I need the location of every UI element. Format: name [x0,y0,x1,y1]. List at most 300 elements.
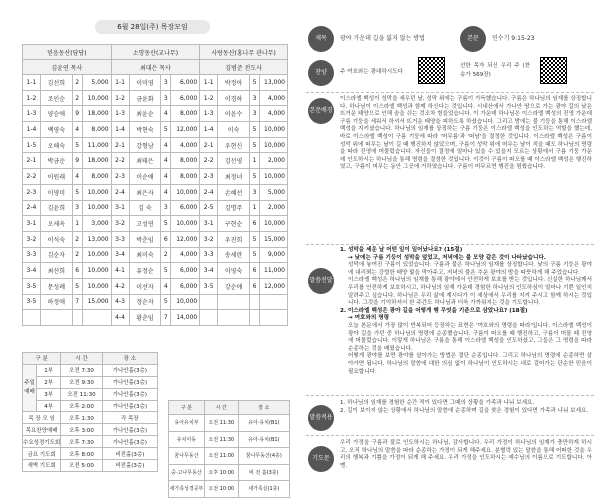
schedule-row [23,364,158,376]
giving-cell: 1-4 [23,122,41,138]
schedule-cell: 오후 3:00 [61,424,103,436]
giving-cell: 4,000 [171,247,200,263]
leader-faith: 김윤연 목사 [23,60,112,75]
left-page [0,0,300,493]
giving-cell: 1-2 [111,90,129,106]
divider [306,395,594,396]
department-cell: 꿈나무동산 [169,448,205,465]
giving-cell: 2-2 [200,153,218,169]
giving-cell: 5 [72,184,82,200]
giving-cell: 4-2 [111,278,129,294]
giving-cell: 이순애 [129,169,161,185]
giving-cell: 2-1 [23,153,41,169]
application-body [340,400,592,415]
giving-row [23,90,288,106]
giving-row [23,247,288,263]
giving-cell: 3-1 [111,200,129,216]
department-schedule-table [168,400,290,498]
giving-cell: 이윤수 [218,106,250,122]
giving-row [23,263,288,279]
giving-cell: 고성연 [129,216,161,232]
giving-cell: 13,000 [259,75,287,91]
giving-cell: 9 [72,106,82,122]
giving-cell: 1-3 [23,106,41,122]
department-cell: 유아·유치(B1) [238,431,289,448]
giving-cell: 3-1 [23,216,41,232]
giving-cell: 조인순 [40,90,72,106]
schedule-header-type: 구 분 [23,353,61,365]
hymn-1: 주 여호와는 광대하시도다 [340,69,403,75]
giving-cell: 3-4 [23,263,41,279]
giving-cell: 이경하 [218,90,250,106]
giving-cell [259,310,287,326]
schedule-cell: 가나안홀(3층) [102,364,157,376]
giving-cell: 오세옥 [40,216,72,232]
giving-cell: 2-3 [200,169,218,185]
giving-cell [40,310,72,326]
giving-cell: 10,000 [259,137,287,153]
schedule-cell: 금요 기도회 [23,448,61,460]
department-cell: 유아·유치(B1) [238,415,289,432]
giving-cell: 10,000 [82,278,111,294]
giving-cell: 2,000 [259,200,287,216]
department-cell: 오전 11:00 [204,448,238,465]
giving-cell: 3-2 [111,216,129,232]
giving-cell: 4 [161,169,171,185]
giving-cell: 5,000 [259,184,287,200]
schedule-cell: 가나안홀(3층) [102,436,157,448]
giving-cell: 1-4 [111,122,129,138]
answer-1: → 낮에는 구름 기둥이 성막을 덮었고, 저녁에는 불 모양 같은 것이 나타났습니다. [348,254,546,261]
giving-cell: 4-4 [111,310,129,326]
sunday-service-label: 주일예배 [23,364,37,412]
giving-cell: 3 [250,90,260,106]
giving-cell: 4 [72,122,82,138]
giving-cell: 9 [72,153,82,169]
giving-row [23,231,288,247]
giving-cell: 5 [250,231,260,247]
department-row [169,481,290,498]
giving-row [23,137,288,153]
department-cell: 유아유치부 [169,415,205,432]
giving-cell: 6,000 [171,75,200,91]
title-label: 제목 [308,26,334,52]
giving-cell: 12,000 [171,122,200,138]
giving-cell: 3 [72,200,82,216]
schedule-cell: 가나안홀(3층) [102,376,157,388]
giving-cell: 3-5 [23,294,41,310]
giving-cell: 2 [72,231,82,247]
dept-header-type: 구 분 [169,401,205,415]
giving-cell: 6 [161,231,171,247]
giving-cell: 박현숙 [129,122,161,138]
giving-cell: 이영숙 [218,263,250,279]
giving-cell: 최태은 [129,153,161,169]
giving-cell: 최선희 [40,263,72,279]
giving-cell: 2-1 [111,137,129,153]
giving-cell: 2-4 [23,200,41,216]
giving-cell: 2-4 [111,184,129,200]
giving-cell [259,294,287,310]
schedule-row [23,448,158,460]
giving-cell: 10,000 [82,247,111,263]
schedule-row [23,424,158,436]
giving-cell [82,310,111,326]
giving-cell: 3-3 [200,247,218,263]
dept-header-time: 시 간 [204,401,238,415]
giving-cell: 3 [161,90,171,106]
giving-row [23,169,288,185]
scripture-text: 민수기 9:15-23 [492,35,535,42]
giving-cell: 8,000 [171,169,200,185]
giving-cell: 5 [250,75,260,91]
schedule-cell: 4부 [37,400,61,412]
giving-cell: 3-2 [200,231,218,247]
giving-cell: 3-1 [200,216,218,232]
giving-cell: 1-3 [200,106,218,122]
divider [306,244,594,245]
paragraph-2: 이스라엘 백성은 하나님의 임재를 통해 광야에서 안전하게 보호를 받는 것입니다. 신실한 하나님께서 우리를 안전하게 보호하시고, 하나님의 임재 가운데 경험한 하나님의 인도하심이 얼마나 기쁜 일인지 알려주고 싶습니다. 하나님은 우리 삶에 계시다가 이 세상에서 우리를 지켜 주시고 함께 하시는 것입니다. 그것을 기억하셔서 한 주간도 하나님과 더욱 가까워지는 것을 기도합니다. [348,277,592,307]
message-body [340,247,592,392]
giving-cell: 4-3 [111,294,129,310]
giving-cell: 6 [250,278,260,294]
giving-cell: 1 [72,216,82,232]
giving-cell: 2-2 [111,153,129,169]
paragraph-4: 어떻게 광야를 보면 광야를 살아가는 방법은 결단 순종입니다. 그리고 하나님의 명령에 순종하면 살아가면 됩니다. 하나님의 말씀에 대한 의심 없이 하나님이 인도하시는 대로 걸어가는 단순한 믿음이 필요합니다. [348,353,592,375]
answer-2: → 여호와의 명령 [348,315,390,322]
worship-schedule-table [22,352,158,472]
giving-cell: 4 [72,169,82,185]
giving-cell: 5 [250,137,260,153]
giving-cell: 6 [72,263,82,279]
giving-cell: 최정녀 [218,169,250,185]
giving-cell: 4 [161,137,171,153]
department-cell: 오전 11:30 [204,415,238,432]
giving-cell: 6,000 [171,200,200,216]
dept-header-place: 장 소 [238,401,289,415]
schedule-header-place: 장 소 [102,353,157,365]
giving-cell: 6 [250,263,260,279]
giving-cell: 이숙 [218,122,250,138]
giving-cell: 하정애 [40,294,72,310]
department-cell: 꿈나무동산(4층) [238,448,289,465]
schedule-row [23,388,158,400]
schedule-cell: 오전 9:30 [61,376,103,388]
giving-cell: 김명주 [218,200,250,216]
giving-cell: 5 [161,122,171,138]
giving-cell: 6,000 [171,278,200,294]
giving-cell: 구현순 [218,216,250,232]
giving-cell: 이선자 [129,278,161,294]
giving-cell: 2-3 [23,184,41,200]
prayer-text: 우리 가정을 구름과 불로 인도하시는 하나님, 감사합니다. 우리 가정이 하나님의 임재가 충만하게 하시고, 오직 하나님의 말씀을 따라 순종하는 가정이 되게 해주세요. 분별력 있는 말씀을 통해 어떠한 것을 우리의 행복과 기쁨을 가정이 되게 해 주세요. 우리 가정을 인도하시는 예수님의 이름으로 기도합니다. 아멘. [340,440,592,469]
paragraph-3: 오늘 본문에서 가장 많이 반복되어 등장하는 표현은 '여호와의 명령을 따라'입니다. 이스라엘 백성이 광야 길을 가던 중 하나님의 명령에 순종했습니다. 구름이 떠오를 때 행진하고, 구름이 머물 때 진영에 머물렀습니다. 이렇게 하나님은 구름을 통해 이스라엘 백성을 인도하셨고, 그들은 그 명령을 따라 순종하는 것을 배웠습니다. [348,322,592,352]
giving-cell: 10,000 [259,216,287,232]
giving-cell: 10,000 [82,200,111,216]
giving-cell: 4,000 [171,137,200,153]
giving-cell [200,294,218,310]
giving-cell: 김순자 [40,247,72,263]
giving-cell: 박금순 [40,153,72,169]
giving-cell: 11,000 [259,263,287,279]
schedule-cell: 가나안홀(3층) [102,424,157,436]
department-row [169,431,290,448]
department-cell: 오후 10:00 [204,464,238,481]
giving-cell: 5 [161,294,171,310]
question-2: 2. 이스라엘 백성은 광야 길을 어떻게 행 무엇을 기준으로 삼았나요? (18절) [340,307,528,314]
giving-cell: 3-5 [200,278,218,294]
giving-cell [200,310,218,326]
giving-cell: 박춘임 [129,231,161,247]
giving-cell: 13,000 [82,231,111,247]
background-text: 이스라엘 백성이 성막을 세우던 날, 성막 위에는 구름이 가득했습니다. 구름은 하나님의 임재를 상징합니다. 하나님이 이스라엘 백성과 함께 하신다는 것입니다. 시내산에서 가나안 땅으로 가는 광야 길의 낮은 뜨거운 태양으로 인해 숨을 쉬는 것조차 힘들었습니다. 이 가운데 하나님은 이스라엘 백성의 진영 가운데 구름 기둥을 세워서 하셔서 뜨거운 태양을 피하도록 하셨습니다. 그리고 밤에는 불 기둥을 통해 이스라엘 백성을 지키셨습니다. 하나님의 임재를 상징하는 구름 기둥은 이스라엘 백성을 인도하는 역할을 했는데, 바로 이스라엘 백성이 구름 기둥에 따라 '머무름'과 '떠남'을 결정한 것입니다. 이스라엘 백성은 구름이 성막 위에 떠무는 날이 길 때 행진하지 않았으며, 구름이 성막 위에 머무는 날이 적을 때도 하나님의 명령을 따라 진영에 머물렀습니다. 자신들이 결정에 얼마나 있을 수 있을지 모르는 상황에서 구름 기둥 가운데 인도하시는 하나님을 통해 명령을 결정한 것입니다. 이것이 구름이 떠오를 때 이스라엘 백성은 행진하였고, 구름이 머무는 동안 그곳에 거하였습니다. 구름이 머무르면 행진을 멈췄습니다. [340,96,592,171]
giving-cell: 10,000 [171,294,200,310]
giving-cell: 3,000 [82,216,111,232]
giving-cell: 3-5 [23,278,41,294]
giving-cell: 김 숙 [129,200,161,216]
giving-cell: 8,000 [171,153,200,169]
schedule-cell: 새벽 기도회 [23,460,61,472]
giving-cell: 정순자 [129,294,161,310]
giving-cell: 10,000 [82,263,111,279]
giving-cell: 황춘임 [129,310,161,326]
giving-cell: 4 [161,106,171,122]
giving-cell: 4,000 [259,90,287,106]
giving-cell: 15,000 [82,294,111,310]
giving-cell: 3-3 [23,247,41,263]
giving-cell: 1-1 [23,75,41,91]
giving-cell: 4 [161,278,171,294]
giving-cell: 2-5 [200,200,218,216]
schedule-cell: 오전 7:30 [61,364,103,376]
giving-cell [72,310,82,326]
giving-cell: 2 [72,75,82,91]
department-cell: 오전 10:00 [204,481,238,498]
giving-cell: 5 [250,122,260,138]
giving-cell: 박정아 [218,75,250,91]
giving-cell: 6,000 [171,263,200,279]
giving-cell: 3 [161,75,171,91]
prayer-label: 기도문 [308,446,334,472]
schedule-row [23,436,158,448]
department-row [169,464,290,481]
giving-cell: 5 [161,263,171,279]
giving-cell: 8,000 [171,106,200,122]
schedule-row [23,412,158,424]
group-header-hope: 소망동산(교나무) [111,45,200,60]
giving-cell: 강형남 [129,137,161,153]
schedule-cell: 1부 [37,364,61,376]
paragraph-1: 성막에 놓여진 구름이 있었습니다. 구름과 불은 하나님의 임재를 상징합니다. 낮의 구름 기둥은 광야에 내리쬐는 강렬한 태양 빛을 막아주고, 저녁의 불은 추운 광야의 밤을 따뜻하게 해 주었습니다. [348,262,592,276]
giving-cell: 이미영 [129,75,161,91]
giving-cell: 7 [72,294,82,310]
giving-row [23,200,288,216]
department-cell: 유치아동 [169,431,205,448]
giving-table [22,44,288,326]
giving-cell: 10,000 [259,122,287,138]
question-1: 1. 성막을 세운 날 어떤 일이 일어났나요? (15절) [340,247,463,253]
giving-cell: 1-2 [23,90,41,106]
divider [306,92,594,93]
application-1: 1. 하나님의 임재를 경험한 순간 적이 있다면 그때의 상황을 가족과 나눠 보세요. [340,400,535,406]
schedule-cell: 2부 [37,376,61,388]
giving-cell: 금윤화 [129,90,161,106]
giving-cell: 백영숙 [40,122,72,138]
giving-row [23,310,288,326]
giving-cell: 최은자 [129,184,161,200]
giving-cell: 2 [72,90,82,106]
giving-cell [218,310,250,326]
giving-cell: 3-4 [111,247,129,263]
giving-cell: 최윤순 [129,106,161,122]
giving-cell: 5 [250,247,260,263]
schedule-cell: 오후 7:30 [61,436,103,448]
schedule-cell: 비전홀(3층) [102,448,157,460]
giving-cell: 4-1 [111,263,129,279]
group-header-faith: 믿음동산(담당) [23,45,112,60]
divider [306,435,594,436]
giving-row [23,294,288,310]
giving-cell [250,294,260,310]
giving-cell: 3-2 [23,231,41,247]
hymn-2: 선한 목자 되신 우리 주 (찬송가 569장) [460,63,530,78]
giving-row [23,216,288,232]
department-row [169,448,290,465]
schedule-header-time: 시 간 [61,353,103,365]
schedule-cell: 오후 8:00 [61,448,103,460]
giving-row [23,184,288,200]
giving-row [23,153,288,169]
giving-cell [250,310,260,326]
giving-cell: 3-3 [111,231,129,247]
giving-cell: 김선희 [40,75,72,91]
giving-cell: 양승애 [40,106,72,122]
giving-cell: 18,000 [82,106,111,122]
giving-cell: 3 [161,200,171,216]
giving-cell: 송세란 [218,247,250,263]
schedule-cell: 비전홀(3층) [102,460,157,472]
giving-cell: 8,000 [82,169,111,185]
giving-cell: 3 [250,106,260,122]
giving-cell: 오해숙 [40,137,72,153]
giving-cell: 12,000 [259,278,287,294]
group-header-love: 사랑동산(홍나무 관나무) [200,45,288,60]
giving-cell: 5 [72,278,82,294]
giving-cell: 4 [161,184,171,200]
giving-row [23,75,288,91]
schedule-row [23,376,158,388]
giving-cell: 2,000 [259,153,287,169]
giving-cell: 18,000 [82,153,111,169]
giving-cell: 1-1 [111,75,129,91]
giving-cell: 10,000 [82,184,111,200]
giving-cell: 우현신 [218,137,250,153]
application-label: 말씀적용 [308,405,334,431]
giving-cell: 10,000 [171,216,200,232]
hymn-label: 찬양 [308,60,334,86]
giving-cell: 1-4 [200,122,218,138]
giving-cell: 7 [161,310,171,326]
giving-cell: 2-2 [23,169,41,185]
sermon-title: 광야 가운데 길을 잃지 않는 방법 [340,35,425,42]
department-row [169,415,290,432]
giving-cell: 6 [250,216,260,232]
giving-cell [218,294,250,310]
giving-cell: 강순애 [218,278,250,294]
giving-cell: 문성례 [40,278,72,294]
giving-cell: 1 [250,153,260,169]
schedule-cell: 오후 1:30 [61,412,103,424]
giving-cell [23,310,41,326]
schedule-cell: 3부 [37,388,61,400]
giving-cell: 8,000 [82,122,111,138]
schedule-cell: 오전 5:00 [61,460,103,472]
giving-cell: 1-1 [200,75,218,91]
qr-code-icon[interactable] [418,57,445,84]
meeting-date: 6월 28일(주) 목장모임 [95,20,210,34]
giving-cell: 김윤희 [40,200,72,216]
giving-cell: 1 [250,200,260,216]
department-cell: 새가족성경공부 [169,481,205,498]
giving-row [23,122,288,138]
giving-cell: 우진희 [218,231,250,247]
giving-cell: 이원래 [40,169,72,185]
giving-cell: 10,000 [82,90,111,106]
giving-row [23,106,288,122]
giving-cell: 2 [72,247,82,263]
message-label: 말씀전달 [308,268,334,294]
giving-cell: 유정순 [129,263,161,279]
department-cell: 중·고나무동산 [169,464,205,481]
schedule-cell: 가나안홀(3층) [102,388,157,400]
schedule-row [23,460,158,472]
schedule-cell: 각 목장 [102,412,157,424]
schedule-cell: 오후 2:00 [61,400,103,412]
giving-cell: 10,000 [171,184,200,200]
giving-cell: 14,000 [171,310,200,326]
schedule-cell: 목요찬양예배 [23,424,61,436]
giving-cell: 이석숙 [40,231,72,247]
schedule-cell: 가나안홀(3층) [102,400,157,412]
leader-love: 김범준 전도사 [200,60,288,75]
giving-cell: 1-2 [200,90,218,106]
giving-row [23,278,288,294]
giving-cell: 이영미 [40,184,72,200]
giving-cell: 12,000 [171,231,200,247]
schedule-cell: 오전 11:30 [61,388,103,400]
giving-cell: 3-4 [200,263,218,279]
giving-cell: 11,000 [82,137,111,153]
giving-cell: 2-1 [200,137,218,153]
background-label: 본문배경 [308,98,334,124]
text-label: 본문 [460,26,486,52]
qr-code-icon[interactable] [540,57,567,84]
schedule-cell: 수요성경기도회 [23,436,61,448]
schedule-cell: 목 장 모 임 [23,412,61,424]
giving-cell: 4,000 [259,106,287,122]
giving-cell: 5,000 [82,75,111,91]
giving-cell: 김선영 [218,153,250,169]
giving-cell: 5 [161,216,171,232]
giving-cell: 1-5 [23,137,41,153]
department-cell: 오전 11:30 [204,431,238,448]
giving-cell: 15,000 [259,231,287,247]
giving-cell: 9,000 [259,247,287,263]
giving-cell: 2 [161,247,171,263]
leader-hope: 최대은 목사 [111,60,200,75]
giving-cell: 5 [250,169,260,185]
schedule-row [23,400,158,412]
